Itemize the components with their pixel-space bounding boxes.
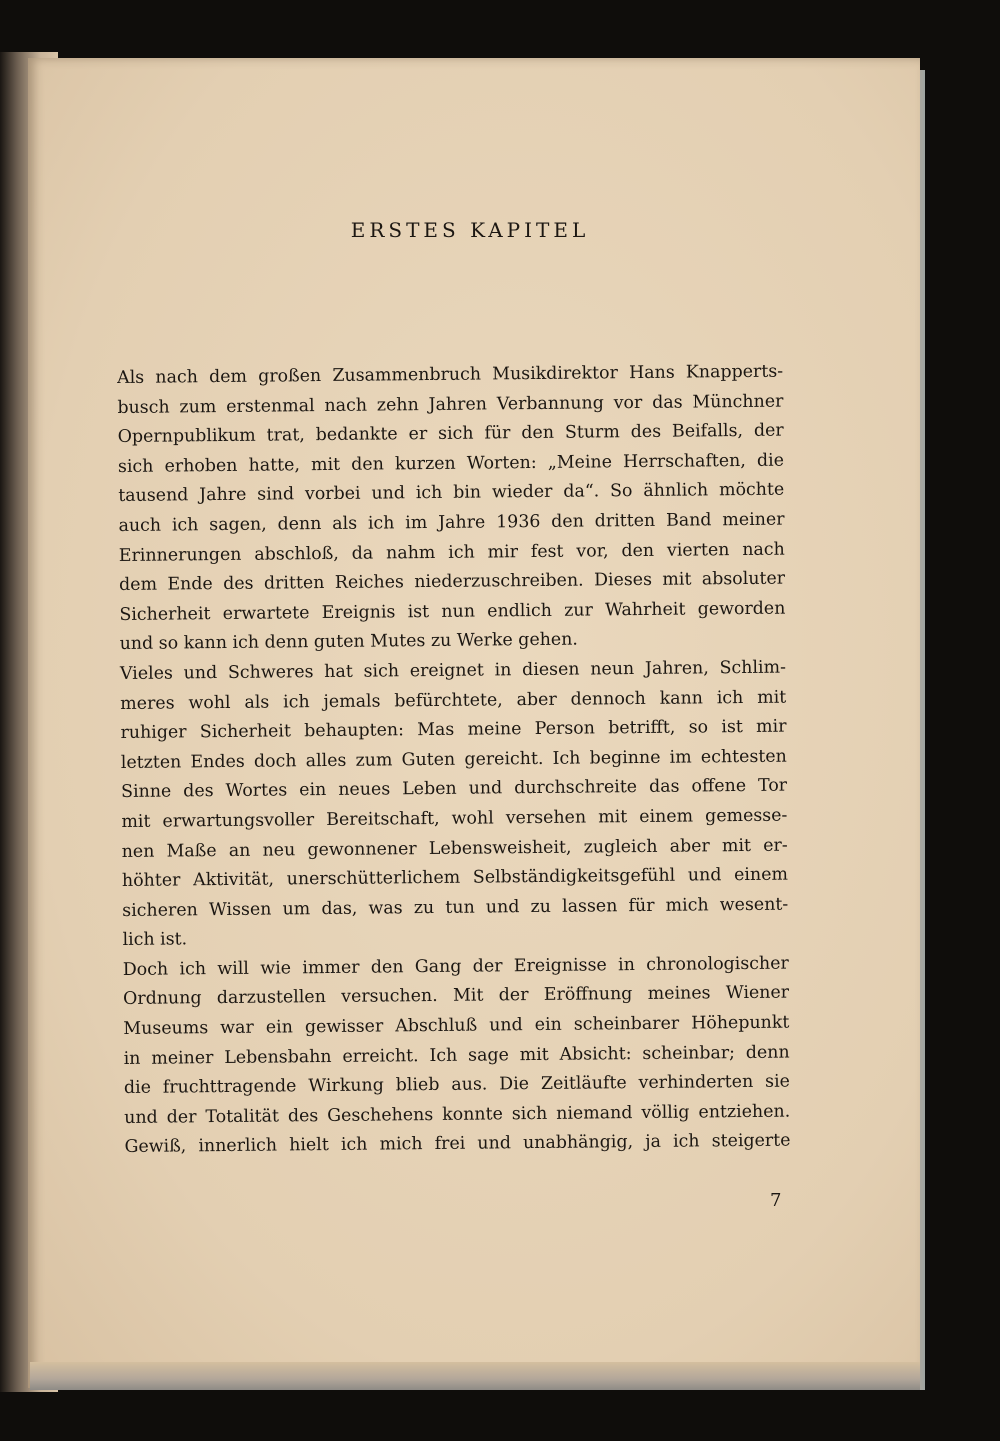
text-line: Gewiß, innerlich hielt ich mich frei und unabhängig, ja ich steigerte: [124, 1131, 791, 1158]
text-line: höhter Aktivität, unerschütterlichem Selbständigkeitsgefühl und einem: [121, 864, 789, 892]
body-text: [117, 358, 791, 1163]
text-line: in meiner Lebensbahn erreicht. Ich sage mit Absicht: scheinbar; denn: [123, 1042, 790, 1069]
text-line: Opernpublikum trat, bedankte er sich für den Sturm des Beifalls, der: [117, 420, 784, 448]
page-edge-bottom: [30, 1362, 920, 1390]
text-line: busch zum erstenmal nach zehn Jahren Verbannung vor das Münchner: [117, 391, 784, 418]
chapter-title: ERSTES KAPITEL: [350, 218, 590, 242]
text-line: Sicherheit erwartete Ereignis ist nun endlich zur Wahrheit geworden: [119, 598, 786, 625]
text-line: Sinne des Wortes ein neues Leben und durchschreite das offene Tor: [121, 775, 788, 803]
text-line: lich ist.: [122, 929, 188, 951]
text-line: Doch ich will wie immer den Gang der Ereignisse in chronologischer: [122, 953, 789, 980]
text-line: letzten Endes doch alles zum Guten gereicht. Ich beginne im echtesten: [120, 746, 787, 773]
text-line: Ordnung darzustellen versuchen. Mit der Eröffnung meines Wiener: [123, 983, 790, 1010]
page-number: 7: [770, 1190, 782, 1211]
text-line: Erinnerungen abschloß, da nahm ich mir fest vor, den vierten nach: [118, 539, 785, 566]
text-line: Vieles und Schweres hat sich ereignet in diesen neun Jahren, Schlim-: [119, 657, 787, 684]
text-line: dem Ende des dritten Reiches niederzuschreiben. Dieses mit absoluter: [119, 568, 786, 596]
text-line: auch ich sagen, denn als ich im Jahre 1936 den dritten Band meiner: [118, 509, 785, 536]
text-line: mit erwartungsvoller Bereitschaft, wohl versehen mit einem gemesse-: [121, 805, 788, 832]
text-line: Museums war ein gewisser Abschluß und ein scheinbarer Höhepunkt: [123, 1012, 790, 1040]
text-line: meres wohl als ich jemals befürchtete, aber dennoch kann ich mit: [120, 687, 787, 714]
text-line: sich erhoben hatte, mit den kurzen Worten: „Meine Herrschaften, die: [117, 450, 785, 477]
text-line: tausend Jahre sind vorbei und ich bin wieder da“. So ähnlich möchte: [118, 479, 785, 507]
text-line: sicheren Wissen um das, was zu tun und zu lassen für mich wesent-: [122, 894, 789, 921]
text-line: und der Totalität des Geschehens konnte sich niemand völlig entziehen.: [124, 1101, 791, 1128]
text-line: die fruchttragende Wirkung blieb aus. Die Zeitläufte verhinderten sie: [123, 1071, 791, 1099]
text-line: nen Maße an neu gewonnener Lebensweisheit, zugleich aber mit er-: [121, 835, 788, 862]
text-line: ruhiger Sicherheit behaupten: Mas meine Person betrifft, so ist mir: [120, 716, 787, 744]
text-line: und so kann ich denn guten Mutes zu Werke gehen.: [119, 629, 579, 655]
text-line: Als nach dem großen Zusammenbruch Musikdirektor Hans Knapperts-: [117, 361, 784, 388]
